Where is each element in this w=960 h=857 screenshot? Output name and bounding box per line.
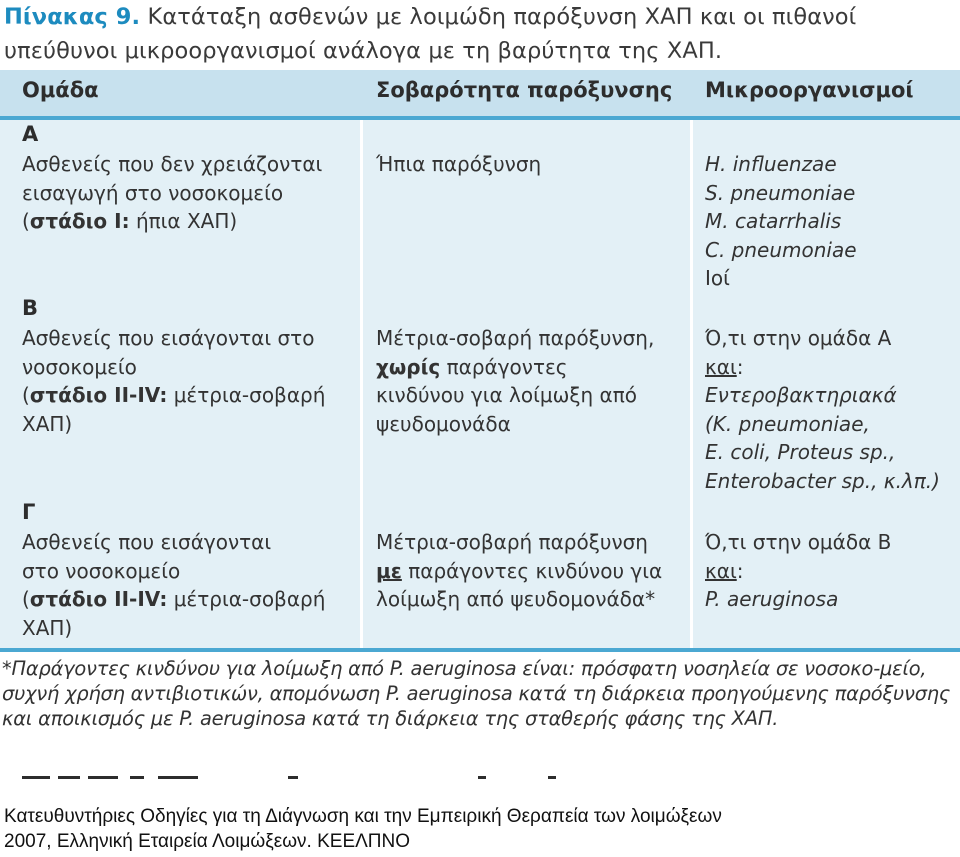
organism-line: Ό,τι στην ομάδα Β bbox=[705, 530, 892, 554]
severity-keyword: με bbox=[376, 558, 402, 583]
organism-line: P. aeruginosa bbox=[705, 587, 839, 612]
severity-keyword: χωρίς bbox=[376, 354, 441, 379]
patient-line: στο νοσοκομείο bbox=[22, 558, 181, 583]
patient-line: νοσοκομείο bbox=[22, 354, 137, 379]
and-keyword: και bbox=[705, 558, 737, 583]
patient-description bbox=[22, 528, 362, 642]
citation-line: 2007, Ελληνική Εταιρεία Λοιμώξεων. ΚΕΕΛΠΝΟ bbox=[4, 831, 411, 852]
group-letter: Β bbox=[22, 296, 39, 320]
severity-cell bbox=[376, 528, 694, 614]
header-organisms: Μικροοργανισμοί bbox=[705, 78, 914, 102]
severity-line: Μέτρια-σοβαρή παρόξυνση bbox=[376, 530, 648, 554]
severity-line: κινδύνου για λοίμωξη από bbox=[376, 383, 637, 408]
table-bottom-rule bbox=[0, 648, 960, 652]
stage-line: (στάδιο ΙΙ-ΙV: μέτρια-σοβαρή bbox=[22, 587, 326, 612]
organism-line: Εντεροβακτηριακά bbox=[705, 383, 897, 408]
stage-label: στάδιο ΙΙ-ΙV: bbox=[29, 383, 168, 408]
severity-line bbox=[376, 557, 694, 586]
patient-description bbox=[22, 150, 362, 236]
colon: : bbox=[736, 354, 744, 379]
stage-label: στάδιο Ι: bbox=[29, 209, 130, 234]
group-letter: Α bbox=[22, 122, 39, 146]
table-header bbox=[0, 70, 960, 120]
citation-line: Κατευθυντήριες Οδηγίες για τη Διάγνωση και την Εμπειρική Θεραπεία των λοιμώξεων bbox=[4, 806, 722, 827]
group-letter: Γ bbox=[22, 500, 36, 524]
organism-line: E. coli, Proteus sp., bbox=[705, 440, 896, 465]
stage-text: ήπια ΧΑΠ) bbox=[135, 209, 238, 234]
cropped-text-fragment bbox=[8, 776, 568, 784]
severity-text: παράγοντες bbox=[446, 354, 568, 379]
patient-line: εισαγωγή στο νοσοκομείο bbox=[22, 180, 284, 205]
source-citation bbox=[4, 804, 956, 854]
severity-line: Μέτρια-σοβαρή παρόξυνση, bbox=[376, 326, 655, 350]
organism-line: Enterobacter sp., κ.λπ.) bbox=[705, 468, 940, 493]
severity-line: ψευδομονάδα bbox=[376, 411, 511, 436]
organisms-cell bbox=[705, 528, 955, 614]
stage-line: (στάδιο ΙΙ-ΙV: μέτρια-σοβαρή bbox=[22, 383, 326, 408]
severity-text: παράγοντες κινδύνου για bbox=[408, 558, 663, 583]
caption-label: Πίνακας 9. bbox=[4, 4, 141, 30]
organism: H. influenzae bbox=[705, 152, 837, 176]
caption-text: Κατάταξη ασθενών με λοιμώδη παρόξυνση ΧΑΠ και οι πιθανοί υπεύθυνοι μικροοργανισμοί ανάλογα με τη βαρύτητα της ΧΑΠ. bbox=[4, 4, 857, 64]
organism-line bbox=[705, 353, 955, 382]
stage-text: μέτρια-σοβαρή bbox=[173, 587, 326, 612]
patient-line: Ασθενείς που εισάγονται bbox=[22, 530, 272, 554]
severity-cell bbox=[376, 150, 694, 179]
organism: C. pneumoniae bbox=[705, 237, 857, 262]
patient-description bbox=[22, 324, 362, 438]
severity-line: λοίμωξη από ψευδομονάδα* bbox=[376, 587, 656, 612]
stage-label: στάδιο ΙΙ-ΙV: bbox=[29, 587, 168, 612]
severity-line: Ήπια παρόξυνση bbox=[376, 152, 542, 176]
colon: : bbox=[736, 558, 744, 583]
and-keyword: και bbox=[705, 354, 737, 379]
table-caption bbox=[4, 0, 954, 68]
stage-line-tail: ΧΑΠ) bbox=[22, 615, 73, 640]
stage-text: μέτρια-σοβαρή bbox=[173, 383, 326, 408]
organism-line bbox=[705, 557, 955, 586]
organisms-cell bbox=[705, 324, 955, 496]
organism-line: Ό,τι στην ομάδα Α bbox=[705, 326, 892, 350]
severity-line bbox=[376, 353, 694, 382]
severity-cell bbox=[376, 324, 694, 438]
organisms-cell bbox=[705, 150, 955, 293]
organism-line: (K. pneumoniae, bbox=[705, 411, 870, 436]
footnote: *Παράγοντες κινδύνου για λοίμωξη από P. aeruginosa είναι: πρόσφατη νοσηλεία σε νοσοκο-μείο, συχνή χρήση αντιβιοτικών, απομόνωση P. aeruginosa κατά τη διάρκεια προηγούμενης παρόξυνσης και αποικισμός με P. aeruginosa κατά τη διάρκεια της σταθερής φάσης της ΧΑΠ. bbox=[2, 657, 951, 730]
classification-table bbox=[0, 70, 960, 648]
stage-line-tail: ΧΑΠ) bbox=[22, 411, 73, 436]
stage-line: (στάδιο Ι: ήπια ΧΑΠ) bbox=[22, 209, 238, 234]
patient-line: Ασθενείς που δεν χρειάζονται bbox=[22, 152, 323, 176]
organism: Ιοί bbox=[705, 266, 730, 291]
header-group: Ομάδα bbox=[22, 78, 99, 102]
organism: M. catarrhalis bbox=[705, 209, 842, 234]
header-severity: Σοβαρότητα παρόξυνσης bbox=[376, 78, 673, 102]
patient-line: Ασθενείς που εισάγονται στο bbox=[22, 326, 315, 350]
organism: S. pneumoniae bbox=[705, 180, 856, 205]
